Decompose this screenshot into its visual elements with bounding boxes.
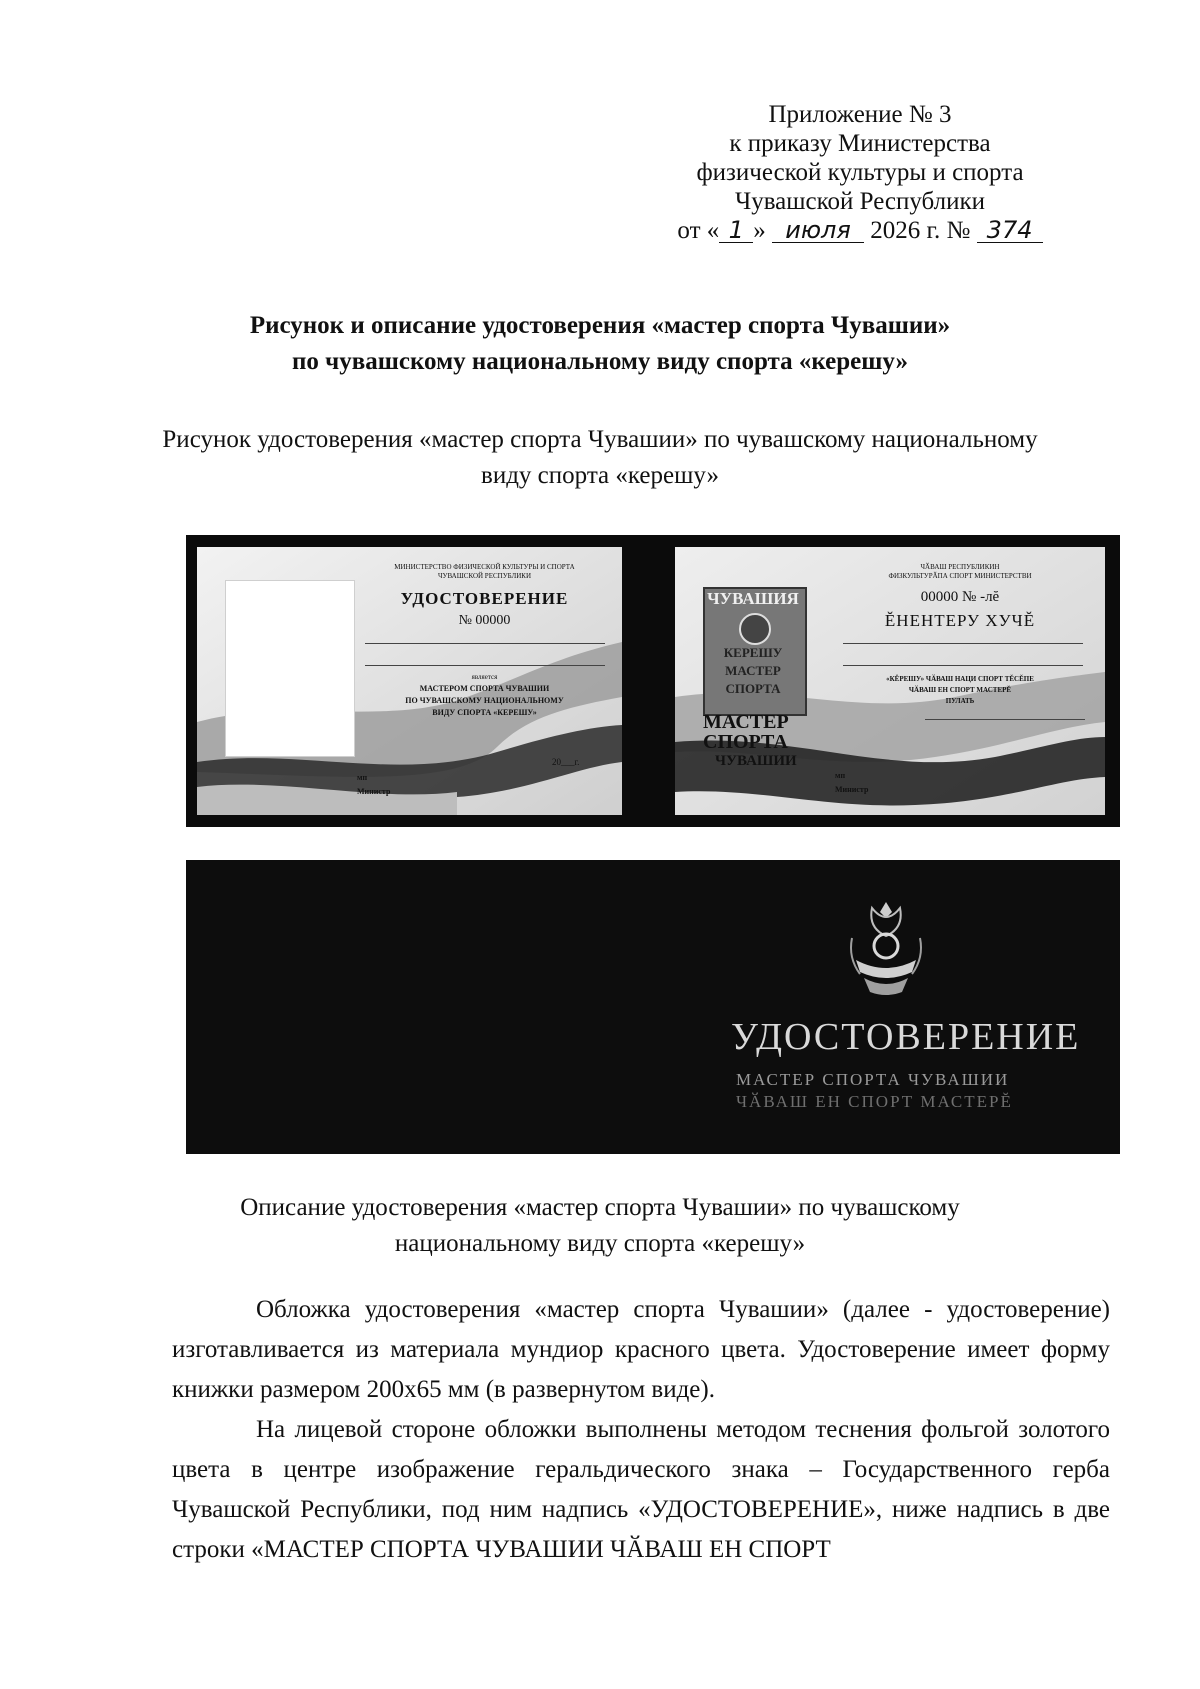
document-title bbox=[120, 308, 1080, 380]
card-ministry-line: ЧӐВАШ РЕСПУБЛИКИН bbox=[920, 563, 1000, 571]
card-ministry-line: ЧУВАШСКОЙ РЕСПУБЛИКИ bbox=[437, 572, 532, 580]
card-heading: ĔНЕНТЕРУ ХУЧĔ bbox=[884, 611, 1036, 630]
coat-of-arms-icon bbox=[846, 898, 926, 1003]
card-minister: Министр bbox=[835, 785, 869, 794]
handwritten-day: 1 bbox=[719, 218, 753, 243]
card-text-line: ПО ЧУВАШСКОМУ НАЦИОНАЛЬНОМУ bbox=[405, 696, 564, 705]
master-text: СПОРТА bbox=[703, 731, 788, 753]
badge-emblem-icon bbox=[739, 613, 771, 645]
caption-line: Рисунок удостоверения «мастер спорта Чувашии» по чувашскому национальному bbox=[162, 426, 1038, 453]
date-prefix: от « bbox=[677, 217, 720, 244]
certificate-cover-image bbox=[186, 860, 1120, 1154]
title-line: Рисунок и описание удостоверения «мастер спорта Чувашии» bbox=[249, 312, 951, 339]
cover-subtitle-line: МАСТЕР СПОРТА ЧУВАШИИ bbox=[736, 1070, 1010, 1089]
badge-text: МАСТЕР bbox=[725, 663, 781, 678]
cover-title: УДОСТОВЕРЕНИЕ bbox=[731, 1016, 1081, 1058]
description-title-line: Описание удостоверения «мастер спорта Чувашии» по чувашскому bbox=[240, 1194, 960, 1221]
card-number: 00000 № -лĕ bbox=[920, 589, 1000, 605]
description-title bbox=[160, 1190, 1040, 1262]
appendix-block bbox=[600, 100, 1120, 245]
card-line bbox=[843, 665, 1083, 666]
card-small-label: является bbox=[471, 673, 498, 681]
card-text-line: «КĔРЕШУ» ЧӐВАШ НАЦИ СПОРТ ТĔСĔПЕ bbox=[886, 675, 1034, 683]
card-minister: Министр bbox=[357, 787, 391, 796]
handwritten-number: 374 bbox=[977, 218, 1043, 243]
card-line bbox=[365, 665, 605, 666]
card-number: № 00000 bbox=[458, 613, 511, 628]
badge-text: КЕРЕШУ bbox=[723, 645, 783, 660]
certificate-inside-image bbox=[186, 535, 1120, 827]
card-line bbox=[365, 643, 605, 644]
cover-subtitle-line: ЧӐВАШ ЕН СПОРТ МАСТЕРĔ bbox=[736, 1092, 1013, 1111]
certificate-right-page bbox=[675, 547, 1105, 815]
master-text: ЧУВАШИИ bbox=[715, 753, 797, 769]
appendix-line: Чувашской Республики bbox=[734, 188, 986, 215]
master-text: МАСТЕР bbox=[703, 711, 789, 733]
card-text-line: ПУЛАТЬ bbox=[945, 697, 975, 705]
appendix-line: Приложение № 3 bbox=[768, 101, 952, 128]
photo-placeholder bbox=[225, 580, 355, 757]
appendix-line: физической культуры и спорта bbox=[696, 159, 1024, 186]
card-text-line: МАСТЕРОМ СПОРТА ЧУВАШИИ bbox=[419, 684, 550, 693]
card-date-blank: 20___г. bbox=[552, 757, 580, 767]
card-text-line: ЧӐВАШ ЕН СПОРТ МАСТЕРĔ bbox=[908, 686, 1012, 694]
card-seal: мп bbox=[835, 771, 846, 780]
description-paragraph: На лицевой стороне обложки выполнены методом теснения фольгой золотого цвета в центре изображение геральдического знака – Государственного герба Чувашской Республики, под ним надпись «УДОСТОВЕРЕНИЕ», ниже надпись в две строки «МАСТЕР СПОРТА ЧУВАШИИ ЧӐВАШ ЕН СПОРТ bbox=[172, 1416, 1110, 1563]
card-heading: УДОСТОВЕРЕНИЕ bbox=[400, 589, 569, 608]
figure-caption bbox=[120, 422, 1080, 494]
caption-line: виду спорта «керешу» bbox=[481, 462, 719, 489]
card-ministry-line: ФИЗКУЛЬТУРӐПА СПОРТ МИНИСТЕРСТВИ bbox=[888, 572, 1032, 580]
order-year: 2026 г. № bbox=[870, 217, 971, 244]
description-title-line: национальному виду спорта «керешу» bbox=[394, 1230, 806, 1257]
badge-top-text: ЧУВАШИЯ bbox=[707, 589, 799, 608]
date-mid: » bbox=[753, 217, 766, 244]
order-date-line bbox=[600, 216, 1120, 245]
card-line bbox=[925, 719, 1085, 720]
title-line: по чувашскому национальному виду спорта «керешу» bbox=[292, 348, 908, 375]
card-text-line: ВИДУ СПОРТА «КЕРЕШУ» bbox=[432, 708, 537, 717]
card-line bbox=[843, 643, 1083, 644]
certificate-left-page bbox=[197, 547, 622, 815]
card-seal: мп bbox=[357, 773, 368, 782]
description-paragraph: Обложка удостоверения «мастер спорта Чувашии» (далее - удостоверение) изготавливается из материала мундиор красного цвета. Удостоверение имеет форму книжки размером 200х65 мм (в развернутом виде). bbox=[172, 1296, 1110, 1403]
appendix-line: к приказу Министерства bbox=[729, 130, 991, 157]
handwritten-month: июля bbox=[772, 218, 864, 243]
card-ministry-line: МИНИСТЕРСТВО ФИЗИЧЕСКОЙ КУЛЬТУРЫ И СПОРТА bbox=[394, 563, 575, 571]
badge-text: СПОРТА bbox=[725, 681, 781, 696]
